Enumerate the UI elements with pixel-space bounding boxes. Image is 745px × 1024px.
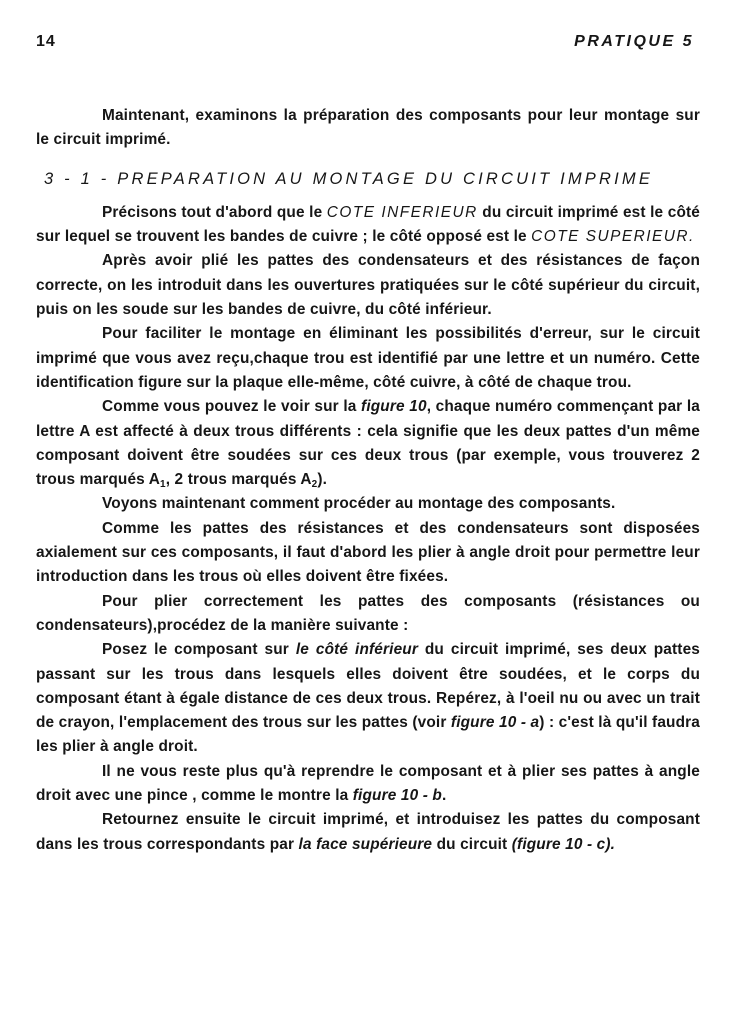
emphasis-face-superieure: la face supérieure <box>298 835 433 853</box>
running-title: PRATIQUE 5 <box>574 33 694 50</box>
text-run: Posez le composant sur <box>102 641 296 659</box>
page-body <box>36 104 700 857</box>
text-run: ) : c'est là qu'il faudra les plier à angle droit. <box>36 714 700 756</box>
paragraph-posez <box>36 638 700 759</box>
paragraph-figure-10 <box>36 395 700 492</box>
subscript: 2 <box>311 479 318 491</box>
figure-reference: figure 10 - b <box>352 787 442 805</box>
text-run: ). <box>317 471 328 489</box>
paragraph-cote-definition <box>36 201 700 250</box>
emphasis-cote-superieur: COTE SUPERIEUR. <box>531 228 695 246</box>
paragraph-pince <box>36 760 700 809</box>
paragraph-retournez <box>36 808 700 857</box>
figure-reference: figure 10 - a <box>450 714 540 732</box>
paragraph-montage: Voyons maintenant comment procéder au montage des composants. <box>102 495 616 513</box>
paragraph-pattes-axiales: Comme les pattes des résistances et des condensateurs sont disposées axialement sur ces composants, il faut d'abord les plier à angle droit pour permettre leur introduction dans les trous où elles doivent être fixées. <box>36 519 700 586</box>
subscript: 1 <box>159 479 166 491</box>
text-run: du circuit imprimé, ses deux pattes passant sur les trous dans lesquels elles doivent être soudées, et le corps du composant étant à égale distance de ces deux trous. Repérez, à l'oeil nu ou avec un trait de crayon, l'emplacement des trous sur les pattes (voir <box>36 641 700 732</box>
emphasis-cote-inferieur: COTE INFERIEUR <box>326 203 478 221</box>
intro-paragraph: Maintenant, examinons la préparation des composants pour leur montage sur le circuit imprimé. <box>36 107 700 149</box>
emphasis-cote-inferieur: le côté inférieur <box>295 641 418 659</box>
section-heading: 3 - 1 - PREPARATION AU MONTAGE DU CIRCUIT IMPRIME <box>44 169 654 188</box>
text-run: Précisons tout d'abord que le <box>102 203 327 221</box>
figure-reference: (figure 10 - c). <box>511 835 616 853</box>
paragraph-identification: Pour faciliter le montage en éliminant les possibilités d'erreur, sur le circuit imprimé que vous avez reçu,chaque trou est identifié par une lettre et un numéro. Cette identification figure sur la plaque elle-même, côté cuivre, à côté de chaque trou. <box>36 325 700 391</box>
figure-reference: figure 10 <box>361 398 427 416</box>
text-run: . <box>441 787 447 805</box>
paragraph-pliage: Après avoir plié les pattes des condensateurs et des résistances de façon correcte, on les introduit dans les ouvertures pratiquées sur le côté supérieur du circuit, puis on les soude sur les bandes de cuivre, du côté inférieur. <box>36 252 700 319</box>
text-run: Comme vous pouvez le voir sur la <box>102 398 362 416</box>
text-run: Il ne vous reste plus qu'à reprendre le composant et à plier ses pattes à angle droit avec une pince , comme le montre la <box>36 762 700 805</box>
paragraph-procedure: Pour plier correctement les pattes des composants (résistances ou condensateurs),procédez de la manière suivante : <box>36 592 700 634</box>
text-run: , 2 trous marqués A <box>165 471 312 489</box>
text-run: du circuit <box>432 835 512 853</box>
text-run: Retournez ensuite le circuit imprimé, et introduisez les pattes du composant dans les trous correspondants par <box>36 811 700 853</box>
page-number: 14 <box>36 33 56 50</box>
page-header <box>36 33 694 55</box>
text-run: du circuit imprimé est le côté sur lequel se trouvent les bandes de cuivre ; le côté opposé est le <box>36 203 700 246</box>
text-run: , chaque numéro commençant par la lettre A est affecté à deux trous différents : cela signifie que les deux pattes d'un même composant doivent être soudées sur ces deux trous (par exemple, vous trouverez 2 trous marqués A <box>36 398 700 489</box>
